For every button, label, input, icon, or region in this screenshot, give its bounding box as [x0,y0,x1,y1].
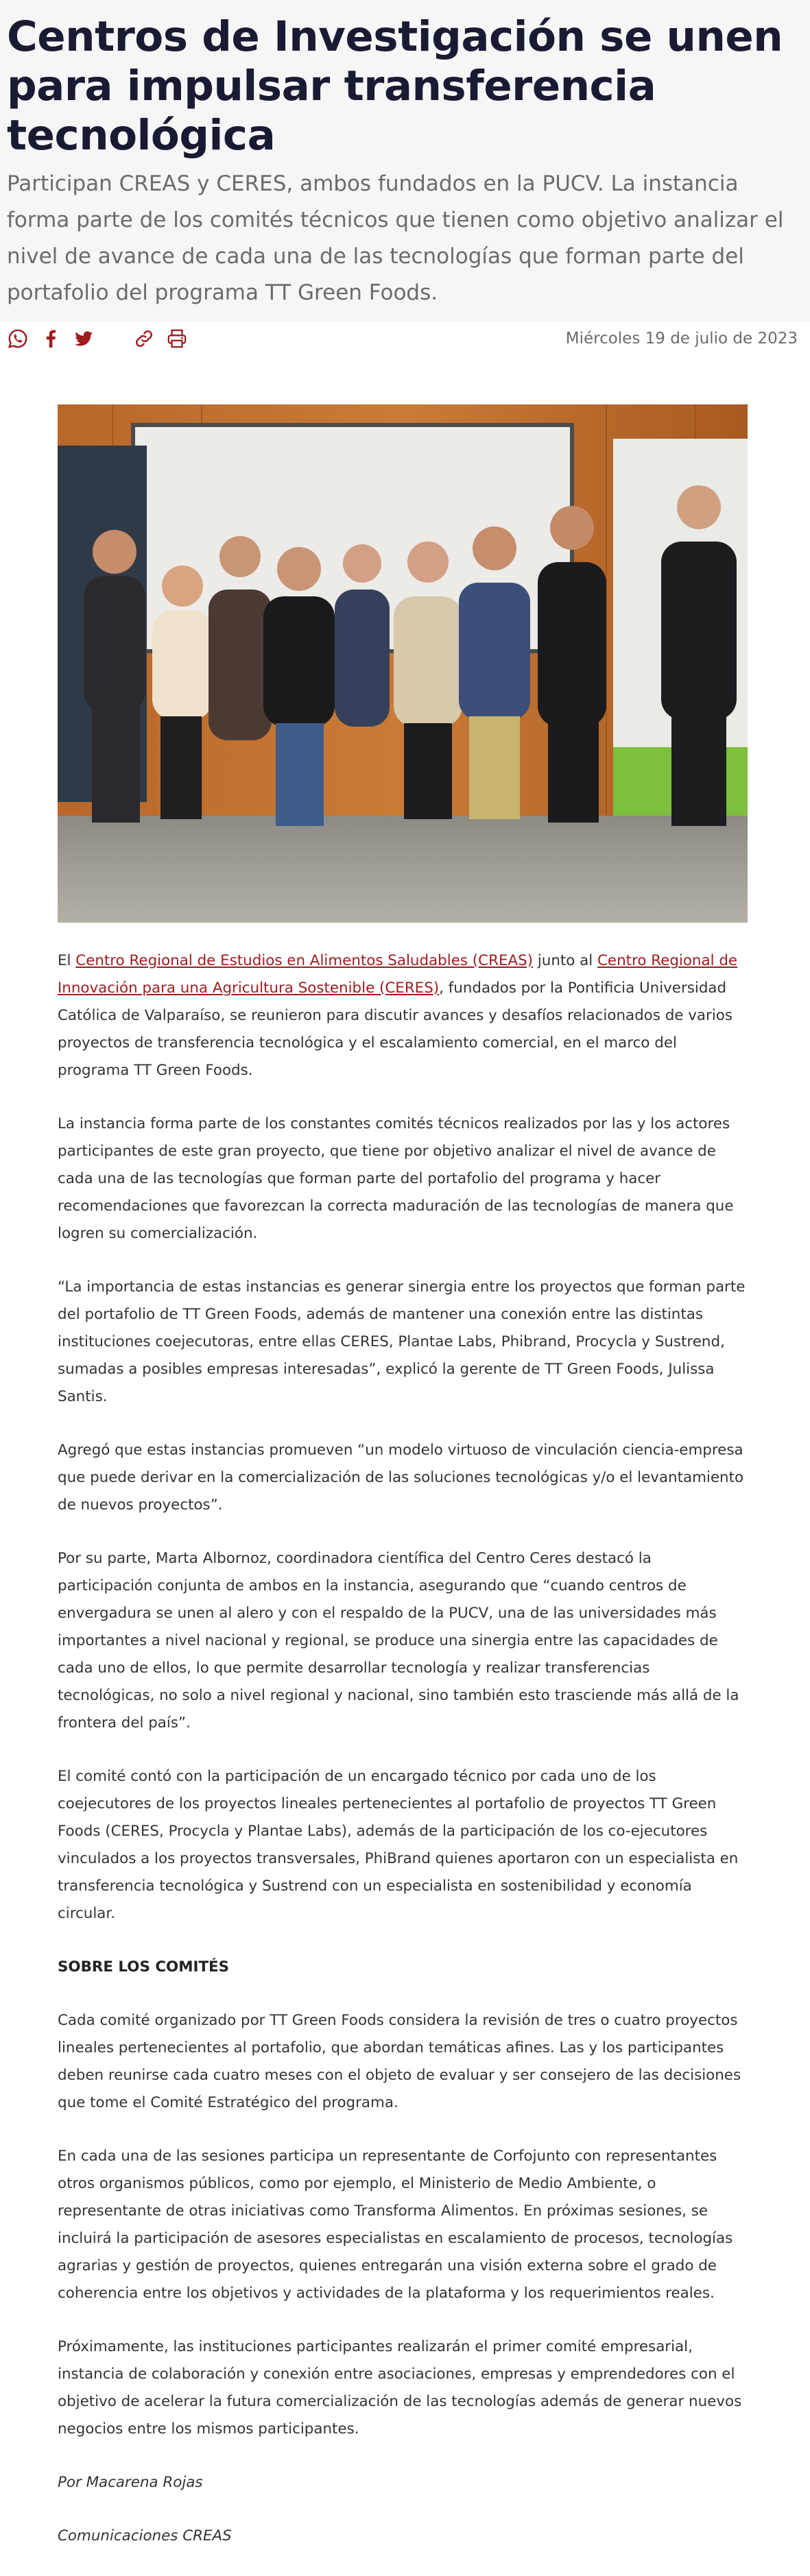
twitter-icon[interactable] [73,328,95,350]
paragraph-6: El comité contó con la participación de un encargado técnico por cada uno de los coejecutores de los proyectos lineales pertenecientes al portafolio de proyectos TT Green Foods (CERES, Procycla y Plantae Labs), además de la participación de los co-ejecutores vinculados a los proyectos transversales, PhiBrand quienes aportaron con un especialista en transferencia tecnológica y Sustrend con un especialista en sostenibilidad y economía circular. [58,1768,739,1922]
paragraph-2: La instancia forma parte de los constantes comités técnicos realizados por las y los actores participantes de este gran proyecto, que tiene por objetivo analizar el nivel de avance de cada una de las tecnologías que forman parte del portafolio del programa y hacer recomendaciones que favorezcan la correcta maduración de las tecnologías de manera que logren su comercialización. [58,1115,734,1242]
paragraph-9: Próximamente, las instituciones participantes realizarán el primer comité empresarial, instancia de colaboración y conexión entre asociaciones, empresas y emprendedores con el objetivo de acelerar la futura comercialización de las tecnologías además de generar nuevos negocios entre los mismos participantes. [58,2338,742,2438]
floor [58,816,748,923]
facebook-icon[interactable] [40,328,62,350]
paragraph-1 [58,947,750,1084]
byline-author: Por Macarena Rojas [58,2474,203,2491]
creas-link[interactable]: Centro Regional de Estudios en Alimentos Saludables (CREAS) [75,952,534,969]
ceres-link[interactable]: Centro Regional de Innovación para una Agricultura Sostenible (CERES) [58,952,738,997]
p1-text-pre: El [58,952,76,969]
p1-text-post: , fundados por la Pontificia Universidad Católica de Valparaíso, se reunieron para discutir avances y desafíos relacionados de varios proyectos de transferencia tecnológica y el escalamiento comercial, en el marco del programa TT Green Foods. [58,980,732,1079]
p1-text-mid: junto al [533,952,597,969]
article-text [58,947,750,2550]
hero-photo [58,404,748,923]
share-bar [7,328,199,350]
paragraph-5: Por su parte, Marta Albornoz, coordinadora científica del Centro Ceres destacó la participación conjunta de ambos en la instancia, asegurando que “cuando centros de envergadura se unen al alero y con el respaldo de la PUCV, una de las universidades más importantes a nivel nacional y regional, se produce una sinergia entre las capacidades de cada uno de ellos, lo que permite desarrollar tecnología y realizar transferencias tecnológicas, no solo a nivel regional y nacional, sino también esto trasciende más allá de la frontera del país”. [58,1550,739,1731]
section-heading: SOBRE LOS COMITÉS [58,1958,230,1976]
article-header [0,0,810,348]
paragraph-7: Cada comité organizado por TT Green Foods considera la revisión de tres o cuatro proyectos lineales pertenecientes al portafolio, que abordan temáticas afines. Las y los participantes deben reunirse cada cuatro meses con el objeto de evaluar y ser consejero de las decisiones que tome el Comité Estratégico del programa. [58,2012,741,2111]
paragraph-8: En cada una de las sesiones participa un representante de Corfojunto con representantes otros organismos públicos, como por ejemplo, el Ministerio de Medio Ambiente, o representante de otras iniciativas como Transforma Alimentos. En próximas sesiones, se incluirá la participación de asesores especialistas en escalamiento de procesos, tecnologías agrarias y gestión de proyectos, quienes entregarán una visión externa sobre el grado de coherencia entre los objetivos y actividades de la plataforma y los requerimientos reales. [58,2148,733,2302]
whatsapp-icon[interactable] [7,328,29,350]
lede: Participan CREAS y CERES, ambos fundados en la PUCV. La instancia forma parte de los comités técnicos que tienen como objetivo analizar el nivel de avance de cada una de las tecnologías que forman parte del portafolio del programa TT Green Foods. [7,171,784,305]
article-body [58,404,750,2576]
byline-org: Comunicaciones CREAS [58,2527,232,2544]
meta-row [7,324,803,354]
print-icon[interactable] [166,328,188,350]
paragraph-4: Agregó que estas instancias promueven “un modelo virtuoso de vinculación ciencia-empresa que puede derivar en la comercialización de las soluciones tecnológicas y/o el levantamiento de nuevos proyectos”. [58,1442,744,1514]
link-icon[interactable] [133,328,155,350]
paragraph-3: “La importancia de estas instancias es generar sinergia entre los proyectos que forman parte del portafolio de TT Green Foods, además de mantener una conexión entre las distintas instituciones coejecutoras, entre ellas CERES, Plantae Labs, Phibrand, Procycla y Sustrend, sumadas a posibles empresas interesadas”, explicó la gerente de TT Green Foods, Julissa Santis. [58,1278,746,1405]
headline: Centros de Investigación se unen para impulsar transferencia tecnológica [7,12,783,160]
publish-date: Miércoles 19 de julio de 2023 [565,330,798,348]
